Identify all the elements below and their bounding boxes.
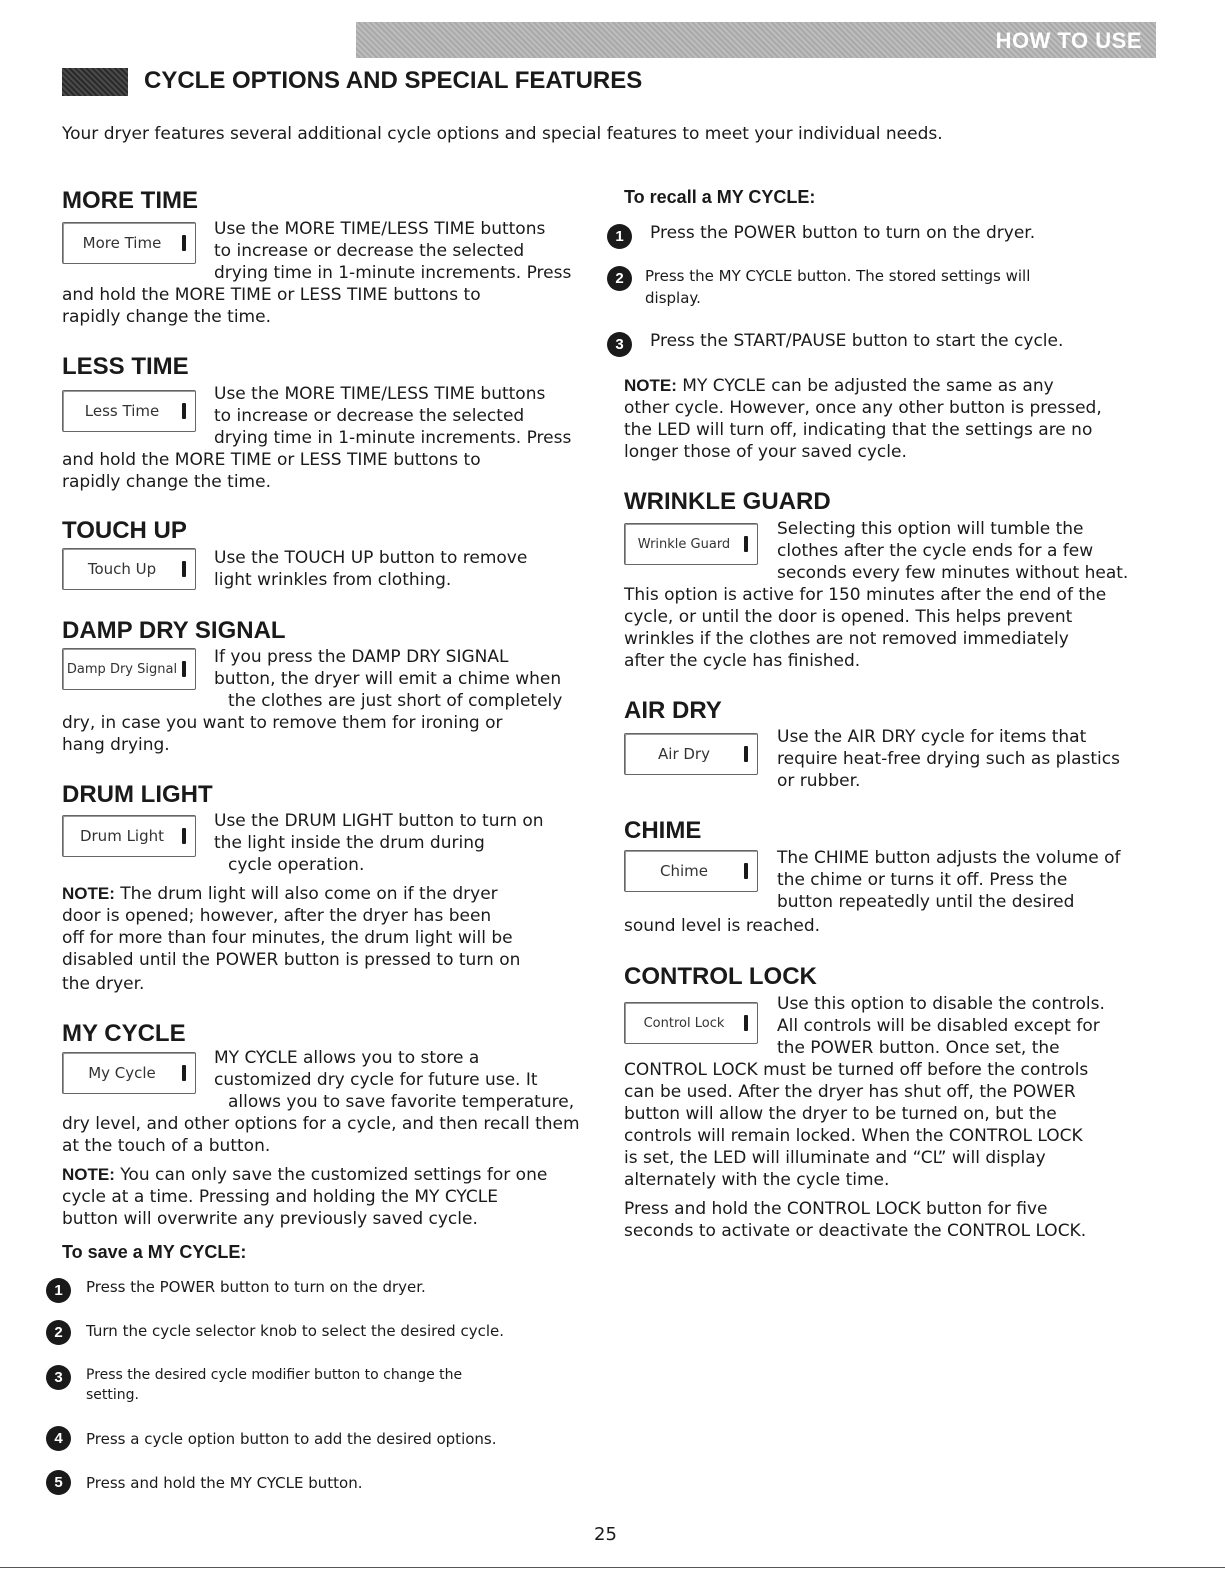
less-time-button: Less Time <box>62 390 196 432</box>
my-cycle-note-3: button will overwrite any previously saved cycle. <box>62 1209 478 1229</box>
save-step-2: Turn the cycle selector knob to select the desired cycle. <box>86 1322 505 1340</box>
less-time-text-5: rapidly change the time. <box>62 472 271 492</box>
chime-text-1: The CHIME button adjusts the volume of <box>777 848 1121 868</box>
touch-up-button: Touch Up <box>62 548 196 590</box>
drum-light-note-3: off for more than four minutes, the drum light will be <box>62 928 513 948</box>
section-tab-bar <box>356 22 1156 58</box>
air-dry-heading: AIR DRY <box>624 697 722 724</box>
led-indicator-icon <box>182 561 186 577</box>
control-lock-text-5: can be used. After the dryer has shut off, the POWER <box>624 1082 1076 1102</box>
touch-up-text-1: Use the TOUCH UP button to remove <box>214 548 528 568</box>
led-indicator-icon <box>744 1015 748 1031</box>
control-lock-text-10: Press and hold the CONTROL LOCK button for five <box>624 1199 1048 1219</box>
drum-light-note-1: NOTE: The drum light will also come on if the dryer <box>62 884 498 904</box>
wrinkle-guard-text-7: after the cycle has finished. <box>624 651 861 671</box>
less-time-text-2: to increase or decrease the selected <box>214 406 525 426</box>
wrinkle-guard-text-1: Selecting this option will tumble the <box>777 519 1084 539</box>
chime-text-4: sound level is reached. <box>624 916 821 936</box>
recall-note-4: longer those of your saved cycle. <box>624 442 907 462</box>
air-dry-text-2: require heat-free drying such as plastics <box>777 749 1120 769</box>
control-lock-heading: CONTROL LOCK <box>624 963 817 990</box>
drum-light-button: Drum Light <box>62 815 196 857</box>
recall-step-1: Press the POWER button to turn on the dryer. <box>650 223 1036 243</box>
less-time-heading: LESS TIME <box>62 353 189 380</box>
my-cycle-text-2: customized dry cycle for future use. It <box>214 1070 538 1090</box>
damp-dry-heading: DAMP DRY SIGNAL <box>62 617 286 644</box>
my-cycle-note-1: NOTE: You can only save the customized settings for one <box>62 1165 548 1185</box>
my-cycle-heading: MY CYCLE <box>62 1020 186 1047</box>
save-step-3: Press the desired cycle modifier button to change the <box>86 1367 463 1383</box>
damp-dry-text-3: the clothes are just short of completely <box>228 691 563 711</box>
damp-dry-text-4: dry, in case you want to remove them for ironing or <box>62 713 503 733</box>
led-indicator-icon <box>182 661 186 677</box>
damp-dry-text-2: button, the dryer will emit a chime when <box>214 669 562 689</box>
chime-heading: CHIME <box>624 817 702 844</box>
save-step-4: Press a cycle option button to add the desired options. <box>86 1430 497 1448</box>
section-marker <box>62 68 128 96</box>
drum-light-heading: DRUM LIGHT <box>62 781 213 808</box>
more-time-button: More Time <box>62 222 196 264</box>
led-indicator-icon <box>182 403 186 419</box>
control-lock-text-11: seconds to activate or deactivate the CONTROL LOCK. <box>624 1221 1087 1241</box>
drum-light-note-2: door is opened; however, after the dryer has been <box>62 906 492 926</box>
less-time-text-1: Use the MORE TIME/LESS TIME buttons <box>214 384 546 404</box>
led-indicator-icon <box>744 863 748 879</box>
step-number-4: 4 <box>46 1426 71 1451</box>
air-dry-text-3: or rubber. <box>777 771 861 791</box>
damp-dry-text-1: If you press the DAMP DRY SIGNAL <box>214 647 509 667</box>
control-lock-text-4: CONTROL LOCK must be turned off before the controls <box>624 1060 1089 1080</box>
wrinkle-guard-text-6: wrinkles if the clothes are not removed immediately <box>624 629 1069 649</box>
chime-text-2: the chime or turns it off. Press the <box>777 870 1068 890</box>
my-cycle-text-1: MY CYCLE allows you to store a <box>214 1048 480 1068</box>
recall-note-2: other cycle. However, once any other button is pressed, <box>624 398 1102 418</box>
recall-my-cycle-heading: To recall a MY CYCLE: <box>624 187 816 207</box>
step-number-2: 2 <box>607 266 632 291</box>
step-number-1: 1 <box>46 1278 71 1303</box>
drum-light-note-4: disabled until the POWER button is pressed to turn on <box>62 950 521 970</box>
wrinkle-guard-text-3: seconds every few minutes without heat. <box>777 563 1129 583</box>
note-label: NOTE: <box>62 1165 115 1184</box>
wrinkle-guard-text-4: This option is active for 150 minutes after the end of the <box>624 585 1107 605</box>
my-cycle-text-5: at the touch of a button. <box>62 1136 271 1156</box>
control-lock-text-9: alternately with the cycle time. <box>624 1170 890 1190</box>
touch-up-heading: TOUCH UP <box>62 517 187 544</box>
my-cycle-text-3: allows you to save favorite temperature, <box>228 1092 575 1112</box>
recall-step-2-cont: display. <box>645 289 701 307</box>
recall-note-1: NOTE: MY CYCLE can be adjusted the same as any <box>624 376 1054 396</box>
led-indicator-icon <box>182 828 186 844</box>
control-lock-text-8: is set, the LED will illuminate and “CL” will display <box>624 1148 1046 1168</box>
step-number-3: 3 <box>46 1365 71 1390</box>
my-cycle-button: My Cycle <box>62 1052 196 1094</box>
note-label: NOTE: <box>62 884 115 903</box>
control-lock-text-1: Use this option to disable the controls. <box>777 994 1105 1014</box>
drum-light-note-5: the dryer. <box>62 974 145 994</box>
damp-dry-text-5: hang drying. <box>62 735 170 755</box>
note-label: NOTE: <box>624 376 677 395</box>
save-step-5: Press and hold the MY CYCLE button. <box>86 1474 363 1492</box>
step-number-1: 1 <box>607 224 632 249</box>
led-indicator-icon <box>744 746 748 762</box>
save-step-1: Press the POWER button to turn on the dryer. <box>86 1278 426 1296</box>
more-time-text-1: Use the MORE TIME/LESS TIME buttons <box>214 219 546 239</box>
intro-text: Your dryer features several additional cycle options and special features to meet your individual needs. <box>62 124 943 144</box>
my-cycle-note-2: cycle at a time. Pressing and holding the MY CYCLE <box>62 1187 498 1207</box>
more-time-text-2: to increase or decrease the selected <box>214 241 525 261</box>
more-time-text-3: drying time in 1-minute increments. Press <box>214 263 572 283</box>
step-number-5: 5 <box>46 1470 71 1495</box>
air-dry-button: Air Dry <box>624 733 758 775</box>
drum-light-text-2: the light inside the drum during <box>214 833 485 853</box>
step-number-2: 2 <box>46 1320 71 1345</box>
led-indicator-icon <box>744 536 748 552</box>
drum-light-text-3: cycle operation. <box>228 855 365 875</box>
more-time-text-4: and hold the MORE TIME or LESS TIME buttons to <box>62 285 481 305</box>
led-indicator-icon <box>182 1065 186 1081</box>
wrinkle-guard-text-2: clothes after the cycle ends for a few <box>777 541 1094 561</box>
section-tab-label: HOW TO USE <box>995 28 1142 53</box>
control-lock-text-2: All controls will be disabled except for <box>777 1016 1100 1036</box>
damp-dry-signal-button: Damp Dry Signal <box>62 648 196 690</box>
less-time-text-4: and hold the MORE TIME or LESS TIME buttons to <box>62 450 481 470</box>
page-number: 25 <box>594 1524 617 1545</box>
more-time-text-5: rapidly change the time. <box>62 307 271 327</box>
control-lock-text-7: controls will remain locked. When the CONTROL LOCK <box>624 1126 1083 1146</box>
less-time-text-3: drying time in 1-minute increments. Press <box>214 428 572 448</box>
chime-button: Chime <box>624 850 758 892</box>
control-lock-button: Control Lock <box>624 1002 758 1044</box>
air-dry-text-1: Use the AIR DRY cycle for items that <box>777 727 1087 747</box>
drum-light-text-1: Use the DRUM LIGHT button to turn on <box>214 811 544 831</box>
page-title: CYCLE OPTIONS AND SPECIAL FEATURES <box>144 67 643 94</box>
wrinkle-guard-heading: WRINKLE GUARD <box>624 488 831 515</box>
led-indicator-icon <box>182 235 186 251</box>
step-number-3: 3 <box>607 332 632 357</box>
control-lock-text-6: button will allow the dryer to be turned on, but the <box>624 1104 1057 1124</box>
recall-step-2: Press the MY CYCLE button. The stored settings will <box>645 267 1031 285</box>
recall-step-3: Press the START/PAUSE button to start the cycle. <box>650 331 1064 351</box>
my-cycle-text-4: dry level, and other options for a cycle, and then recall them <box>62 1114 580 1134</box>
wrinkle-guard-button: Wrinkle Guard <box>624 523 758 565</box>
save-my-cycle-heading: To save a MY CYCLE: <box>62 1242 247 1262</box>
recall-note-3: the LED will turn off, indicating that the settings are no <box>624 420 1093 440</box>
control-lock-text-3: the POWER button. Once set, the <box>777 1038 1060 1058</box>
save-step-3-cont: setting. <box>86 1387 139 1403</box>
wrinkle-guard-text-5: cycle, or until the door is opened. This helps prevent <box>624 607 1073 627</box>
chime-text-3: button repeatedly until the desired <box>777 892 1075 912</box>
touch-up-text-2: light wrinkles from clothing. <box>214 570 452 590</box>
more-time-heading: MORE TIME <box>62 187 198 214</box>
bottom-divider <box>0 1567 1225 1568</box>
